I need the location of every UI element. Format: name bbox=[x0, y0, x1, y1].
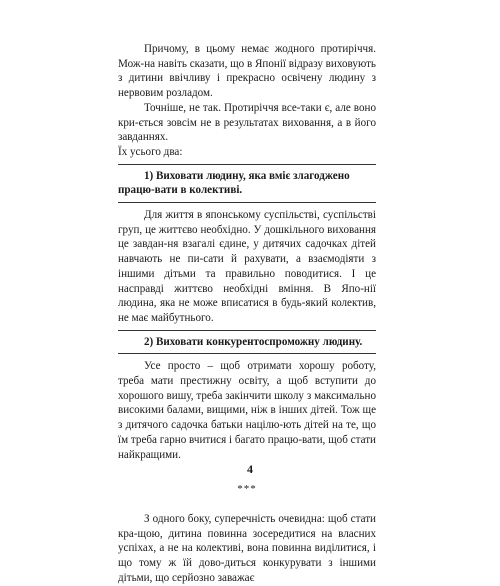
text-column bbox=[118, 42, 376, 586]
paragraph-contradiction: Точніше, не так. Протиріччя все-таки є, але воно кри-ється зовсім не в результатах виховання, а в його завданнях. bbox=[118, 101, 376, 144]
section-separator: *** bbox=[237, 483, 257, 496]
paragraph-intro: Причому, в цьому немає жодного протиріччя. Мож-на навіть сказати, що в Японії відразу виховують з дитини ввічливу і прекрасно освічену людину з нервовим розладом. bbox=[118, 43, 376, 100]
paragraph-two-tasks: Їх усього два: bbox=[118, 145, 183, 158]
section-heading-2: 2) Виховати конкурентоспроможну людину. bbox=[118, 330, 376, 355]
paragraph-competition: Усе просто – щоб отримати хорошу роботу, треба мати престижну освіту, а щоб вступити до хорошого вишу, треба закінчити школу з максимально високими балами, вищими, ніж в інших дітей. Тож ще з дитячого садочка батьки націлю-ють дітей на те, що їм треба гарно вчитися і багато працю-вати, щоб стати найкращими. bbox=[118, 360, 376, 461]
section-heading-1: 1) Виховати людину, яка вміє злагоджено працю-вати в колективі. bbox=[118, 164, 376, 203]
page-number: 4 bbox=[247, 462, 253, 476]
paragraph-teamwork: Для життя в японському суспільстві, суспільстві груп, це життєво необхідно. У дошкільного виховання це завдан-ня взагалі єдине, у дитячих садочках дітей навчають не пи-сати й рахувати, а взаємодіяти з іншими дітьми та правильно поводитися. І це насправді життєво необхідні вміння. В Япо-нії людина, яка не може вписатися в будь-який колектив, не має майбутнього. bbox=[118, 209, 376, 324]
paragraph-final: З одного боку, суперечність очевидна: щоб стати кра-щою, дитина повинна зосередитися на власних успіхах, а не на колективі, вона повинна виділитися, і що тому ж їй дово-диться конкурувати з іншими дітьми, що серйозно заважає bbox=[118, 512, 376, 584]
